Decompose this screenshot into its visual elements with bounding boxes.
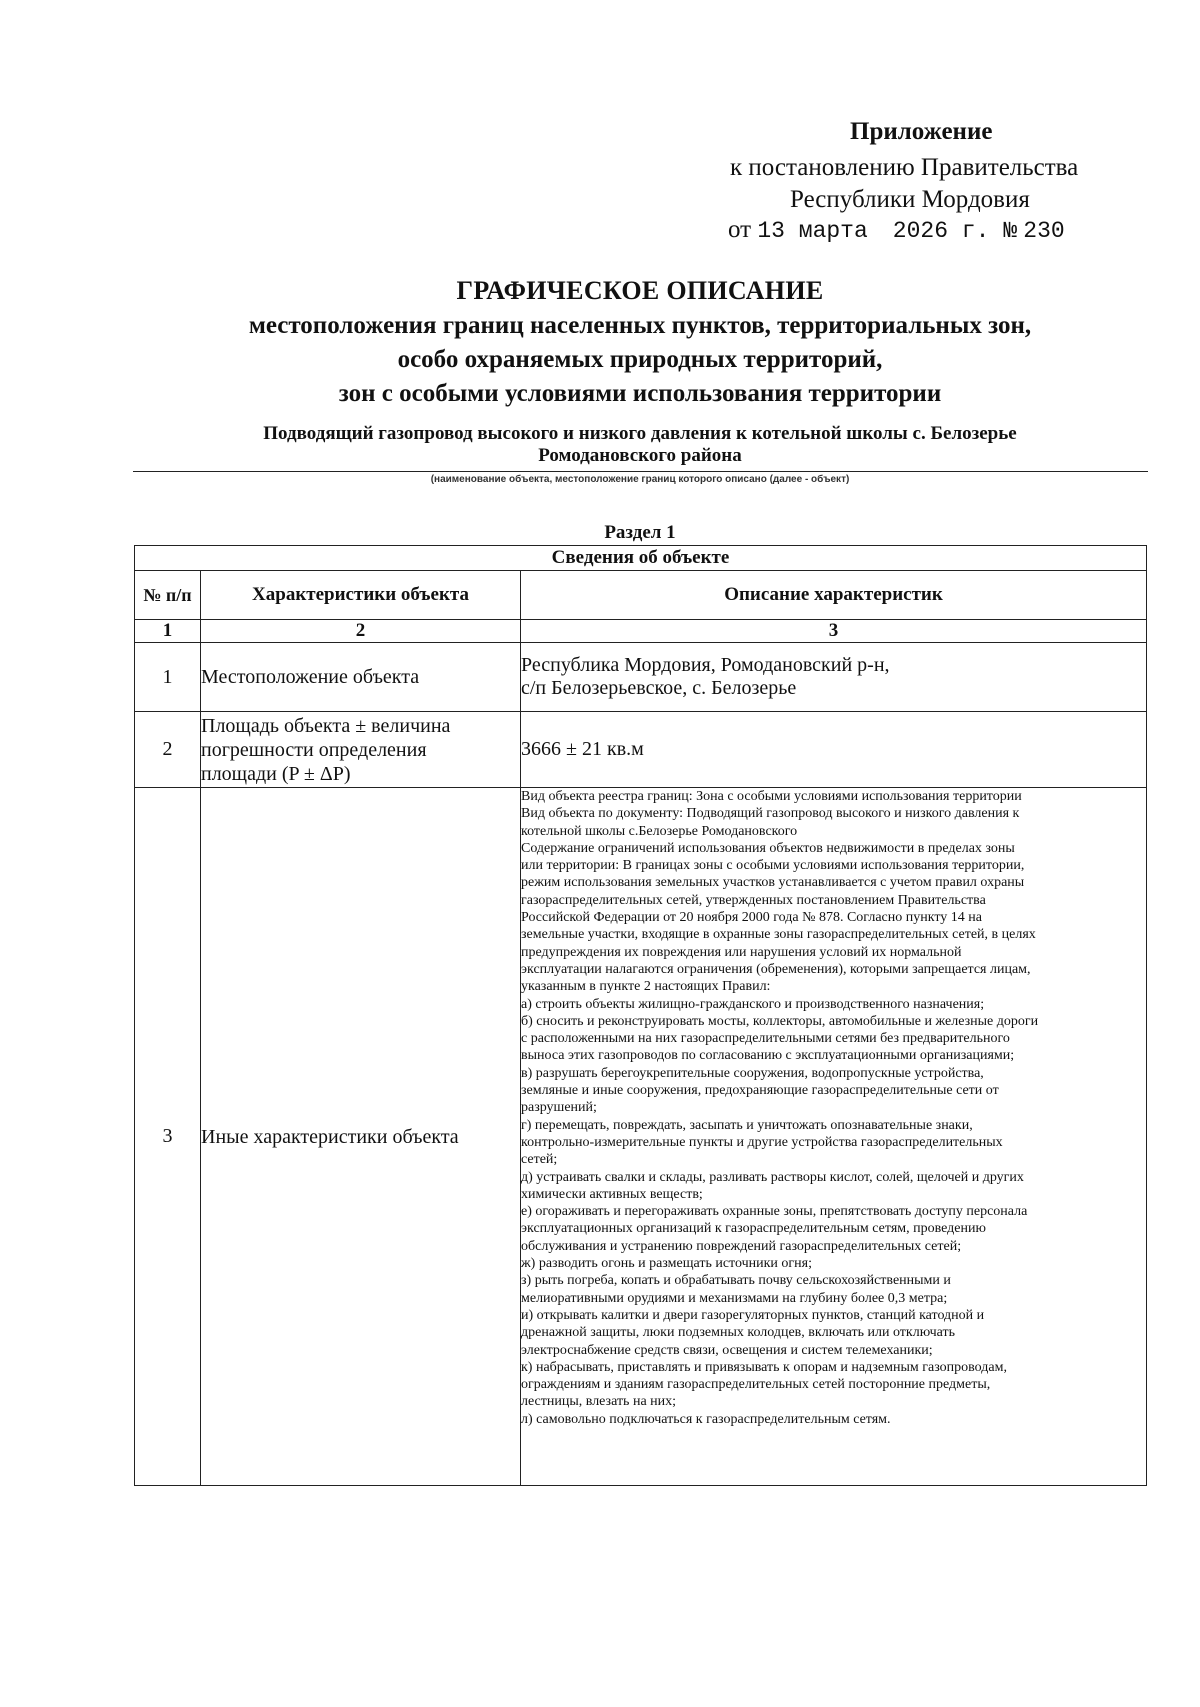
row-description-line: мелиоративными орудиями и механизмами на глубину более 0,3 метра;	[521, 1290, 948, 1306]
row-description-line: е) огораживать и перегораживать охранные зоны, препятствовать доступу персонала	[521, 1204, 1028, 1220]
table-title-row	[135, 546, 1147, 571]
header-number	[135, 571, 201, 620]
row-description-line: к) набрасывать, приставлять и привязывать к опорам и надземным газопроводам,	[521, 1359, 1007, 1375]
index-col-2: 2	[201, 620, 521, 643]
row-characteristic	[201, 712, 521, 788]
document-subtitle-line-2: особо охраняемых природных территорий,	[397, 346, 883, 373]
section-title: Раздел 1	[604, 522, 676, 543]
appendix-date-line	[728, 216, 1065, 244]
index-col-3: 3	[521, 620, 1147, 643]
header-description: Описание характеристик	[521, 571, 1147, 620]
row-description-line: эксплуатации налагаются ограничения (обременения), которыми запрещается лицам,	[521, 961, 1031, 977]
row-description-line: б) сносить и реконструировать мосты, коллекторы, автомобильные и железные дороги	[521, 1013, 1039, 1029]
row-description-line: химически активных веществ;	[521, 1186, 703, 1202]
row-description-line: Вид объекта по документу: Подводящий газопровод высокого и низкого давления к	[521, 806, 1020, 822]
table-title: Сведения об объекте	[135, 546, 1147, 571]
row-description-line: газораспределительных сетей, утвержденных постановлением Правительства	[521, 892, 986, 908]
row-number: 2	[135, 712, 201, 788]
object-name-line-2: Ромодановского района	[538, 445, 742, 466]
header-characteristic: Характеристики объекта	[201, 571, 521, 620]
table-header-row	[135, 571, 1147, 620]
appendix-year: 2026 г. №	[892, 218, 1018, 244]
index-col-1: 1	[135, 620, 201, 643]
header-number-label: № п/п	[143, 585, 192, 605]
row-description-line: предупреждения их повреждения или нарушения условий их нормальной	[521, 944, 962, 960]
row-description-line: Вид объекта реестра границ: Зона с особыми условиями использования территории	[521, 789, 1022, 804]
row-description-line: л) самовольно подключаться к газораспределительным сетям.	[521, 1411, 891, 1427]
row-description-line: контрольно-измерительные пункты и другие устройства газораспределительных	[521, 1134, 1003, 1150]
row-description-line: лестницы, влезать на них;	[521, 1394, 677, 1410]
appendix-number: 230	[1023, 218, 1065, 244]
row-description-line: а) строить объекты жилищно-гражданского и производственного назначения;	[521, 996, 985, 1012]
row-description-line: Республика Мордовия, Ромодановский р-н,	[521, 654, 890, 676]
row-description-line: выноса этих газопроводов по согласованию с эксплуатационными организациями;	[521, 1048, 1015, 1064]
appendix-date: 13 марта	[757, 218, 868, 244]
row-description-line: котельной школы с.Белозерье Ромодановского	[521, 823, 798, 839]
row-description-line: разрушений;	[521, 1100, 597, 1116]
row-description-line: ограждениям и зданиям газораспределительных сетей посторонние предметы,	[521, 1377, 991, 1393]
row-description-line: земельные участки, входящие в охранные зоны газораспределительных сетей, в целях	[521, 927, 1036, 943]
appendix-date-prefix: от	[728, 216, 758, 243]
row-description-line: или территории: В границах зоны с особыми условиями использования территории,	[521, 858, 1025, 874]
row-description-line: дренажной защиты, люки подземных колодцев, включать или отключать	[521, 1325, 956, 1341]
row-characteristic-line: погрешности определения	[201, 738, 427, 761]
object-name-underline	[133, 471, 1148, 472]
object-info-table	[134, 545, 1147, 1486]
appendix-line-2: Республики Мордовия	[790, 186, 1030, 213]
row-description-line: Российской Федерации от 20 ноября 2000 года № 878. Согласно пункту 14 на	[521, 910, 982, 926]
row-description-line: земляные и иные сооружения, предохраняющие газораспределительные сети от	[521, 1083, 999, 1099]
row-description-line: режим использования земельных участков устанавливается с учетом правил охраны	[521, 875, 1025, 891]
table-row	[135, 643, 1147, 712]
row-number: 1	[135, 643, 201, 712]
table-index-row	[135, 620, 1147, 643]
table-row	[135, 788, 1147, 1486]
row-description	[521, 788, 1147, 1486]
row-description-line: Содержание ограничений использования объектов недвижимости в пределах зоны	[521, 840, 1015, 856]
row-characteristic-line: Площадь объекта ± величина	[201, 714, 451, 737]
row-description-line: в) разрушать берегоукрепительные сооружения, водопропускные устройства,	[521, 1065, 984, 1081]
appendix-line-1: к постановлению Правительства	[730, 154, 1079, 181]
table-row	[135, 712, 1147, 788]
row-description-line: сетей;	[521, 1152, 558, 1168]
row-description-line: з) рыть погреба, копать и обрабатывать почву сельскохозяйственными и	[521, 1273, 951, 1289]
row-description-line: с/п Белозерьевское, с. Белозерье	[521, 677, 797, 699]
row-description-line: г) перемещать, повреждать, засыпать и уничтожать опознавательные знаки,	[521, 1117, 973, 1133]
row-description-line: эксплуатационных организаций к газораспределительным сетям, проведению	[521, 1221, 986, 1237]
row-characteristic-line: площади (P ± ΔP)	[201, 762, 351, 785]
document-subtitle-line-1: местоположения границ населенных пунктов, территориальных зон,	[248, 312, 1032, 339]
row-description-line: с расположенными на них газораспределительными сетями без предварительного	[521, 1031, 1010, 1047]
appendix-title: Приложение	[850, 118, 993, 145]
row-number: 3	[135, 788, 201, 1486]
row-description-line: д) устраивать свалки и склады, разливать растворы кислот, солей, щелочей и других	[521, 1169, 1024, 1185]
row-description	[521, 643, 1147, 712]
object-caption: (наименование объекта, местоположение границ которого описано (далее - объект)	[430, 474, 850, 485]
object-name	[130, 423, 1150, 467]
row-description-line: указанным в пункте 2 настоящих Правил:	[521, 979, 771, 995]
row-description-line: электроснабжение средств связи, освещения и систем телемеханики;	[521, 1342, 933, 1358]
row-description-line: обслуживания и устранению повреждений газораспределительных сетей;	[521, 1238, 962, 1254]
object-name-line-1: Подводящий газопровод высокого и низкого давления к котельной школы с. Белозерье	[263, 423, 1017, 444]
document-subtitle-line-3: зон с особыми условиями использования территории	[338, 380, 942, 407]
document-title: ГРАФИЧЕСКОЕ ОПИСАНИЕ	[456, 276, 824, 305]
row-description: 3666 ± 21 кв.м	[521, 712, 1147, 788]
row-description-line: ж) разводить огонь и размещать источники огня;	[521, 1256, 812, 1272]
row-description-line: и) открывать калитки и двери газорегуляторных пунктов, станций катодной и	[521, 1307, 985, 1323]
row-characteristic: Местоположение объекта	[201, 643, 521, 712]
row-characteristic: Иные характеристики объекта	[201, 788, 521, 1486]
